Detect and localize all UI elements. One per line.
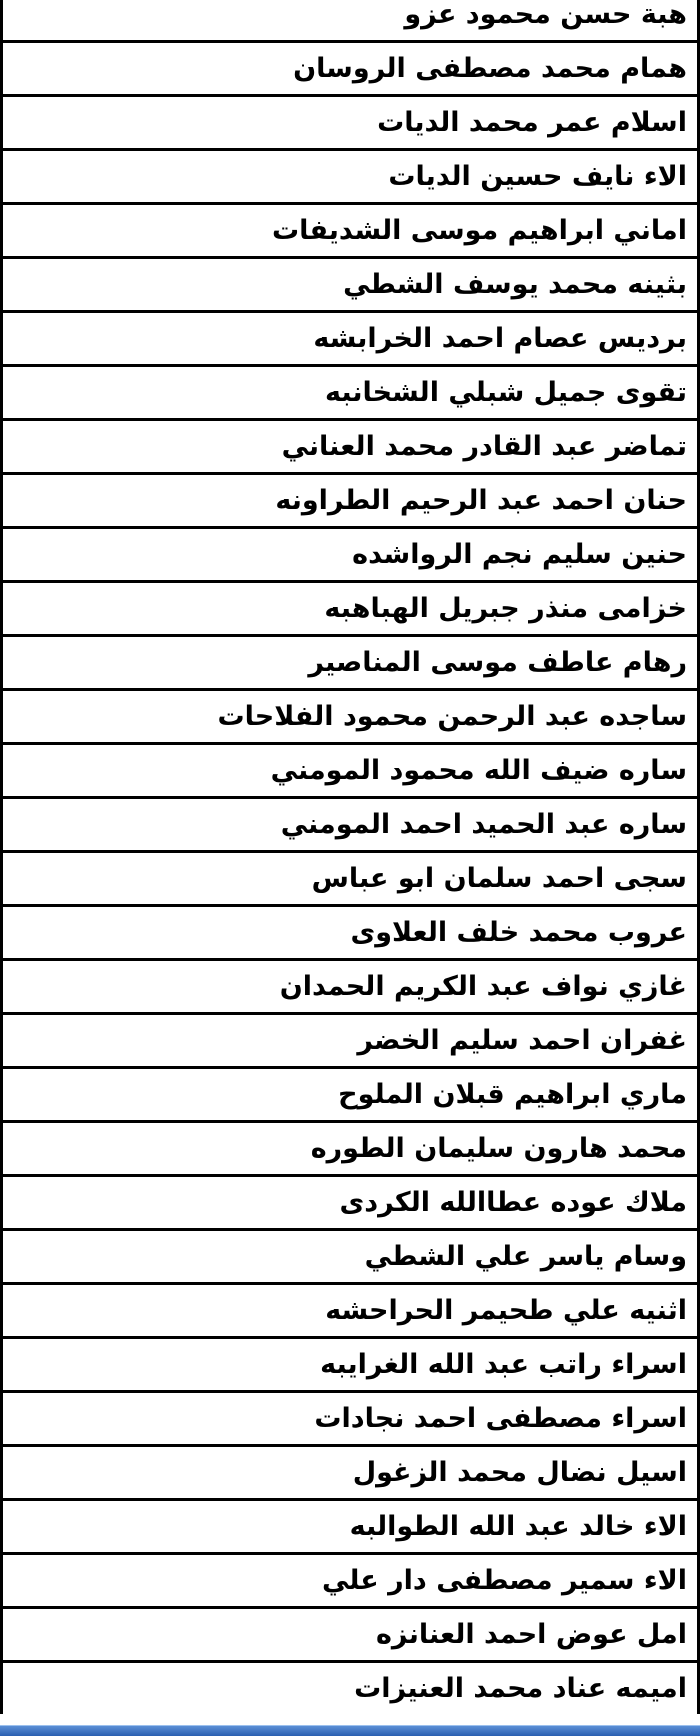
table-row [3,1498,697,1552]
name-cell: اسراء راتب عبد الله الغرايبه [320,1349,687,1380]
table-row [3,1228,697,1282]
table-row [3,1552,697,1606]
table-row [3,1444,697,1498]
name-cell: اثنيه علي طحيمر الحراحشه [325,1295,687,1326]
name-cell: الاء نايف حسين الديات [388,161,687,192]
name-cell: اميمه عناد محمد العنيزات [354,1673,687,1704]
name-cell: همام محمد مصطفى الروسان [293,53,687,84]
name-cell: اسيل نضال محمد الزغول [352,1457,687,1488]
table-row [3,1660,697,1714]
name-cell: ملاك عوده عطاالله الكردى [339,1187,687,1218]
table-row [3,0,697,40]
table-row [3,796,697,850]
table-row [3,1606,697,1660]
name-cell: حنين سليم نجم الرواشده [352,539,687,570]
name-cell: ساجده عبد الرحمن محمود الفلاحات [217,701,687,732]
table-row [3,1174,697,1228]
table-row [3,742,697,796]
name-cell: اماني ابراهيم موسى الشديفات [272,215,687,246]
name-cell: رهام عاطف موسى المناصير [308,647,687,678]
name-cell: خزامى منذر جبريل الهباهبه [324,593,687,624]
table-row [3,850,697,904]
name-cell: غازي نواف عبد الكريم الحمدان [279,971,687,1002]
name-cell: برديس عصام احمد الخرابشه [313,323,687,354]
table-row [3,310,697,364]
name-cell: ساره ضيف الله محمود المومني [270,755,687,786]
table-row [3,1012,697,1066]
table-row [3,904,697,958]
table-row [3,634,697,688]
name-cell: تماضر عبد القادر محمد العناني [281,431,687,462]
name-cell: هبة حسن محمود عزو [404,0,687,30]
name-cell: وسام ياسر علي الشطي [364,1241,687,1272]
name-cell: حنان احمد عبد الرحيم الطراونه [275,485,687,516]
table-row [3,1120,697,1174]
name-cell: محمد هارون سليمان الطوره [310,1133,687,1164]
table-row [3,958,697,1012]
name-cell: ساره عبد الحميد احمد المومني [280,809,687,840]
name-cell: اسراء مصطفى احمد نجادات [314,1403,687,1434]
table-row [3,256,697,310]
name-cell: الاء خالد عبد الله الطوالبه [349,1511,687,1542]
name-cell: اسلام عمر محمد الديات [377,107,687,138]
name-cell: سجى احمد سلمان ابو عباس [311,863,687,894]
name-cell: غفران احمد سليم الخضر [357,1025,687,1056]
table-row [3,1390,697,1444]
table-row [3,1282,697,1336]
table-row [3,364,697,418]
table-row [3,688,697,742]
table-row [3,472,697,526]
table-row [3,1066,697,1120]
name-cell: تقوى جميل شبلي الشخانبه [324,377,687,408]
name-cell: ماري ابراهيم قبلان الملوح [338,1079,687,1110]
table-row [3,148,697,202]
taskbar-strip [0,1725,700,1736]
table-row [3,580,697,634]
table-row [3,1336,697,1390]
name-cell: الاء سمير مصطفى دار علي [321,1565,687,1596]
table-row [3,526,697,580]
table-row [3,418,697,472]
table-row [3,94,697,148]
table-row [3,202,697,256]
name-cell: عروب محمد خلف العلاوى [350,917,687,948]
name-cell: بثينه محمد يوسف الشطي [343,269,687,300]
name-cell: امل عوض احمد العنانزه [375,1619,687,1650]
table-row [3,40,697,94]
